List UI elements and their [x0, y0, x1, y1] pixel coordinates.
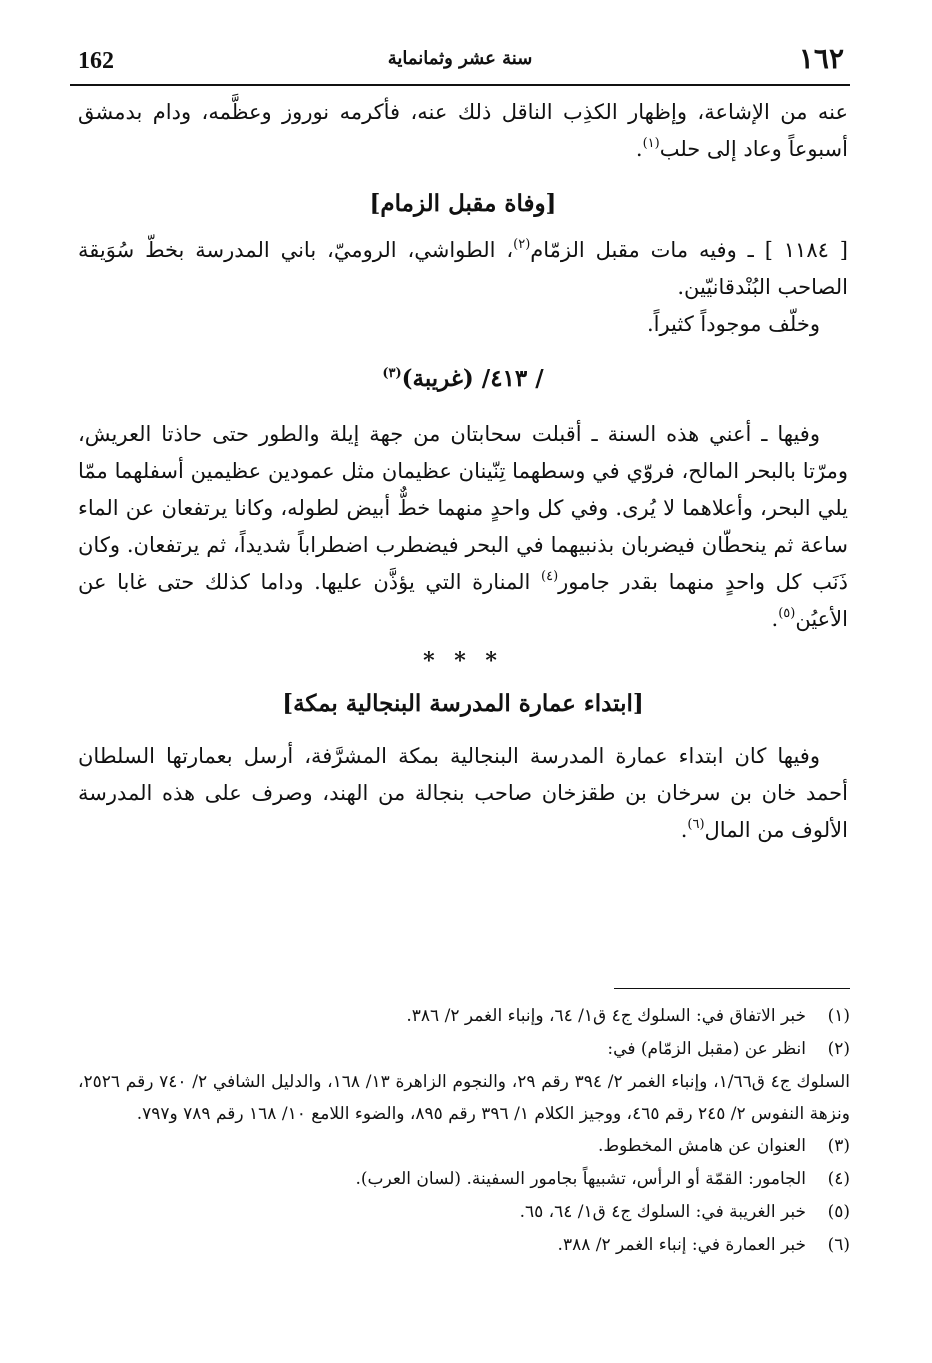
- entry-number: [ ١١٨٤ ]: [764, 238, 848, 262]
- footnote-5: [78, 1196, 850, 1229]
- footnotes: [78, 1000, 850, 1262]
- footnote-marker: (٣): [827, 1136, 850, 1156]
- footnote-2-continuation: السلوك ج٤ ق١/٦٦، وإنباء الغمر ٢/ ٣٩٤ رقم ٢٩، والنجوم الزاهرة ١٣/ ١٦٨، والدليل الشافي ٢/ ٧٤٠ رقم ٢٥٢٦، ونزهة النفوس ٢/ ٢٤٥ رقم ٤٦٥، ووجيز الكلام ١/ ٣٩٦ رقم ٨٩٥، والضوء اللامع ١٠/ ١٦٨ رقم ٧٨٩ و٧٩٧.: [78, 1072, 850, 1124]
- paragraph-text-b: المنارة التي يؤذَّن عليها. وداما كذلك حتى غابا عن الأعيُن: [78, 570, 848, 631]
- footnote-text: الجامور: القمّة أو الرأس، تشبيهاً بجامور السفينة. (لسان العرب).: [355, 1169, 806, 1189]
- section-heading-death: [وفاة مقبل الزمام]: [369, 190, 557, 217]
- strange-paragraph: [78, 416, 848, 638]
- paragraph-end: .: [680, 818, 688, 842]
- footnote-6: [78, 1229, 850, 1262]
- footnote-2: [78, 1033, 850, 1066]
- footnote-marker: (٦): [827, 1235, 850, 1255]
- paragraph-end: .: [771, 607, 779, 631]
- footnote-rule: [614, 988, 850, 989]
- footnote-4: [78, 1163, 850, 1196]
- page-number-arabic: ١٦٢: [798, 42, 844, 75]
- footnote-marker: (١): [827, 1006, 850, 1026]
- section-heading-strange: [78, 365, 848, 392]
- madrasa-paragraph: [78, 738, 848, 849]
- footnote-text: خبر الغريبة في: السلوك ج٤ ق١/ ٦٤، ٦٥.: [519, 1202, 806, 1222]
- running-title: سنة عشر وثمانماية: [387, 48, 533, 69]
- footnote-marker: (٢): [827, 1039, 850, 1059]
- paragraph-text: وفيها كان ابتداء عمارة المدرسة البنجالية بمكة المشرَّفة، أرسل بعمارتها السلطان أحمد خان بن سرخان بن طقزخان صاحب بنجالة من الهند، وصرف على هذه المدرسة الألوف من المال: [78, 744, 848, 842]
- footnote-text: خبر الاتفاق في: السلوك ج٤ ق١/ ٦٤، وإنباء الغمر ٢/ ٣٨٦.: [406, 1006, 806, 1026]
- section-heading-madrasa: [ابتداء عمارة المدرسة البنجالية بمكة]: [282, 690, 644, 717]
- footnote-3: [78, 1130, 850, 1163]
- entry-text-b: ، الطواشي، الروميّ، باني المدرسة بخطّ سُوَيقة الصاحب البُنْدقانيّين.: [78, 238, 848, 299]
- header-rule: [70, 84, 850, 86]
- footnote-marker: (٤): [827, 1169, 850, 1189]
- footnote-ref: (٦): [687, 817, 705, 832]
- page-header: [70, 40, 850, 84]
- paragraph-text-a: وفيها ـ أعني هذه السنة ـ أقبلت سحابتان من جهة إيلة والطور حتى حاذتا العريش، ومرّتا بالبحر المالح، فروّي في وسطهما تِنّينان عظيمان مثل عمودين عظيمين أسفلهما ممّا يلي البحر، وأعلاهما لا يُرى. وفي كل واحدٍ منهما خطٌّ أبيض لطوله، وكانا يرتفعان عن الماء ساعة ثم ينحطّان فيضربان بذنبيهما في البحر فيضطرب اضطراباً شديداً، ثم يرتفعان. وكان ذَنَب كل واحدٍ منهما بقدر جامور: [78, 422, 848, 594]
- paragraph-end: .: [635, 137, 643, 161]
- paragraph-continuation: [78, 94, 848, 168]
- section-separator: * * *: [423, 648, 503, 674]
- footnote-ref: (٥): [778, 606, 796, 621]
- footnote-1: [78, 1000, 850, 1033]
- footnote-ref: (٢): [513, 237, 531, 252]
- footnote-text: خبر العمارة في: إنباء الغمر ٢/ ٣٨٨.: [557, 1235, 806, 1255]
- footnote-ref: (٤): [541, 569, 559, 584]
- page-number-latin: 162: [78, 48, 114, 74]
- entry-text-a: ـ وفيه مات مقبل الزمّام: [530, 238, 754, 262]
- entry-paragraph: [78, 232, 848, 343]
- footnote-text: انظر عن (مقبل الزمّام) في:: [607, 1039, 806, 1059]
- entry-text-c: وخلّف موجوداً كثيراً.: [646, 312, 820, 336]
- footnote-text: العنوان عن هامش المخطوط.: [597, 1136, 806, 1156]
- section-heading-text: / ٤١٣/ (غريبة): [401, 365, 544, 392]
- footnote-marker: (٥): [827, 1202, 850, 1222]
- paragraph-text: عنه من الإشاعة، وإظهار الكذِب الناقل ذلك عنه، فأكرمه نوروز وعظَّمه، ودام بدمشق أسبوعاً وعاد إلى حلب: [78, 100, 848, 161]
- footnote-ref: (٣): [382, 366, 402, 381]
- footnote-ref: (١): [642, 136, 660, 151]
